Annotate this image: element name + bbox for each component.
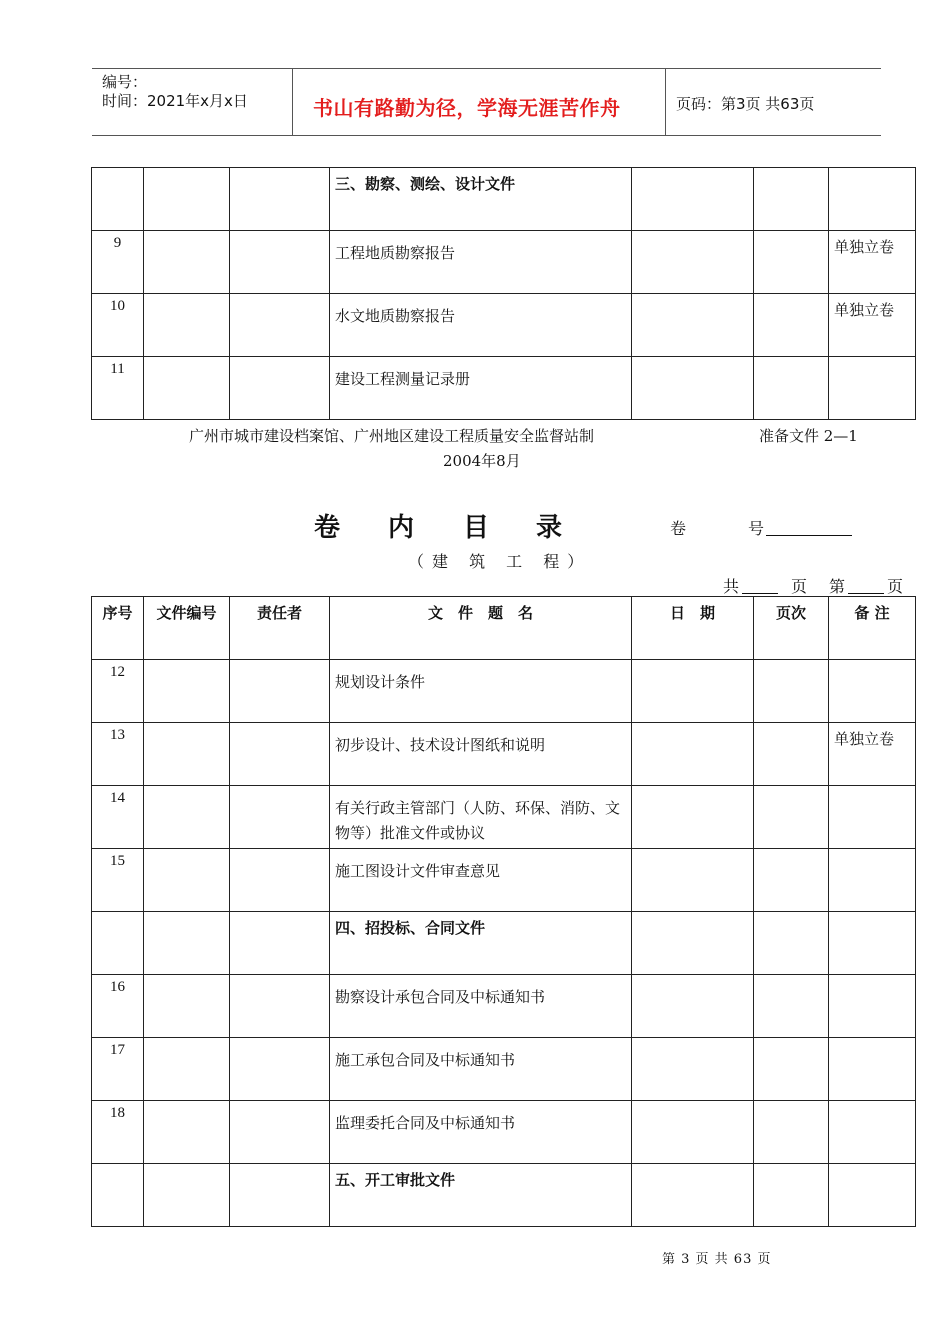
volume-no-label: 号 [748,519,765,538]
table-row [92,912,916,975]
doc-title: 建设工程测量记录册 [330,357,632,420]
remark-cell: 单独立卷 [829,294,916,357]
date-cell[interactable] [632,231,754,294]
doc-code-cell[interactable] [144,849,230,912]
pages-cell[interactable] [754,660,829,723]
responsible-cell[interactable] [230,849,330,912]
responsible-cell[interactable] [230,1038,330,1101]
time-label: 时间：2021年x月x日 [102,92,248,110]
doc-title: 初步设计、技术设计图纸和说明 [330,723,632,786]
total-pages-label: 共 [723,577,740,596]
doc-title: 有关行政主管部门（人防、环保、消防、文物等）批准文件或协议 [330,786,632,849]
col-header-title: 文 件 题 名 [330,597,632,660]
remark-cell: 单独立卷 [829,723,916,786]
responsible-cell[interactable] [230,975,330,1038]
table-row [92,231,916,294]
remark-cell [829,849,916,912]
doc-reference: 准备文件 2—1 [759,427,858,445]
doc-code-cell[interactable] [144,1038,230,1101]
pages-cell[interactable] [754,786,829,849]
doc-title: 施工图设计文件审查意见 [330,849,632,912]
catalog-table-top [91,167,916,420]
row-number [92,1164,144,1227]
row-number: 9 [92,231,144,294]
col-header-code: 文件编号 [144,597,230,660]
date-cell[interactable] [632,357,754,420]
remark-cell [829,1101,916,1164]
total-pages-blank[interactable] [742,593,778,594]
date-cell[interactable] [632,1164,754,1227]
col-header-date: 日 期 [632,597,754,660]
responsible-cell[interactable] [230,357,330,420]
row-number: 15 [92,849,144,912]
catalog-title [314,507,574,543]
remark-cell [829,660,916,723]
doc-title: 工程地质勘察报告 [330,231,632,294]
table-row [92,1038,916,1101]
col-header-person: 责任者 [230,597,330,660]
row-number: 18 [92,1101,144,1164]
doc-code-cell[interactable] [144,294,230,357]
pages-cell[interactable] [754,723,829,786]
remark-cell [829,357,916,420]
row-number: 11 [92,357,144,420]
page-label: 页码：第3页 共63页 [676,95,815,113]
responsible-cell[interactable] [230,912,330,975]
table-row [92,357,916,420]
remark-cell [829,912,916,975]
doc-code-cell[interactable] [144,231,230,294]
doc-code-cell[interactable] [144,357,230,420]
table-row [92,168,916,231]
remark-cell: 单独立卷 [829,231,916,294]
pages-cell[interactable] [754,849,829,912]
date-cell[interactable] [632,1101,754,1164]
row-number: 17 [92,1038,144,1101]
header-divider-right [665,68,666,135]
responsible-cell[interactable] [230,1164,330,1227]
date-cell[interactable] [632,1038,754,1101]
date-cell[interactable] [632,786,754,849]
header-row [92,597,916,660]
doc-title: 监理委托合同及中标通知书 [330,1101,632,1164]
responsible-cell[interactable] [230,294,330,357]
doc-code-cell[interactable] [144,1164,230,1227]
issuer-org: 广州市城市建设档案馆、广州地区建设工程质量安全监督站制 [189,427,595,445]
table-row [92,786,916,849]
section-heading: 五、开工审批文件 [330,1164,632,1227]
responsible-cell[interactable] [230,168,330,231]
table-row [92,849,916,912]
remark-cell [829,786,916,849]
date-cell[interactable] [632,975,754,1038]
doc-code-cell[interactable] [144,660,230,723]
doc-code-cell[interactable] [144,723,230,786]
remark-cell [829,1038,916,1101]
date-cell[interactable] [632,912,754,975]
date-cell[interactable] [632,849,754,912]
section-heading: 四、招投标、合同文件 [330,912,632,975]
serial-label: 编号： [102,73,148,91]
header-top-rule [92,68,881,69]
table-row [92,1164,916,1227]
title-char: 录 [536,513,563,543]
pages-cell[interactable] [754,294,829,357]
remark-cell [829,975,916,1038]
row-number: 10 [92,294,144,357]
date-cell[interactable] [632,723,754,786]
section-heading: 三、勘察、测绘、设计文件 [330,168,632,231]
issue-date: 2004年8月 [443,452,521,470]
responsible-cell[interactable] [230,660,330,723]
row-number [92,912,144,975]
doc-title: 施工承包合同及中标通知书 [330,1038,632,1101]
pages-cell[interactable] [754,912,829,975]
catalog-table-main [91,596,916,1227]
row-number: 16 [92,975,144,1038]
table-row [92,294,916,357]
remark-cell [829,1164,916,1227]
page-footer: 第 3 页 共 63 页 [662,1252,772,1267]
volume-label: 卷 [670,519,687,538]
responsible-cell[interactable] [230,786,330,849]
table-row [92,660,916,723]
col-header-no: 序号 [92,597,144,660]
pages-cell[interactable] [754,1164,829,1227]
row-number: 14 [92,786,144,849]
pages-cell[interactable] [754,168,829,231]
responsible-cell[interactable] [230,1101,330,1164]
table-row [92,975,916,1038]
header-bottom-rule [92,135,881,136]
title-char: 卷 [314,513,341,543]
col-header-remark: 备 注 [829,597,916,660]
nth-page-label: 第 [829,577,846,596]
doc-title: 规划设计条件 [330,660,632,723]
pages-cell[interactable] [754,357,829,420]
header-motto: 书山有路勤为径，学海无涯苦作舟 [313,96,621,120]
doc-code-cell[interactable] [144,912,230,975]
page-unit: 页 [791,577,808,596]
remark-cell [829,168,916,231]
responsible-cell[interactable] [230,723,330,786]
pages-cell[interactable] [754,975,829,1038]
row-number: 12 [92,660,144,723]
header-divider-left [292,68,293,135]
responsible-cell[interactable] [230,231,330,294]
volume-no-blank[interactable] [766,535,852,536]
date-cell[interactable] [632,660,754,723]
page-unit-2: 页 [887,577,904,596]
table-row [92,723,916,786]
doc-code-cell[interactable] [144,786,230,849]
pages-cell[interactable] [754,1038,829,1101]
doc-code-cell[interactable] [144,1101,230,1164]
doc-title: 勘察设计承包合同及中标通知书 [330,975,632,1038]
title-char: 内 [388,513,415,543]
pages-cell[interactable] [754,1101,829,1164]
doc-code-cell[interactable] [144,975,230,1038]
date-cell[interactable] [632,294,754,357]
nth-page-blank[interactable] [848,593,884,594]
date-cell[interactable] [632,168,754,231]
row-number: 13 [92,723,144,786]
pages-cell[interactable] [754,231,829,294]
row-number [92,168,144,231]
title-char: 目 [463,513,490,543]
catalog-subtitle: （建 筑 工 程） [408,552,592,571]
col-header-pages: 页次 [754,597,829,660]
doc-code-cell[interactable] [144,168,230,231]
table-row [92,1101,916,1164]
doc-title: 水文地质勘察报告 [330,294,632,357]
